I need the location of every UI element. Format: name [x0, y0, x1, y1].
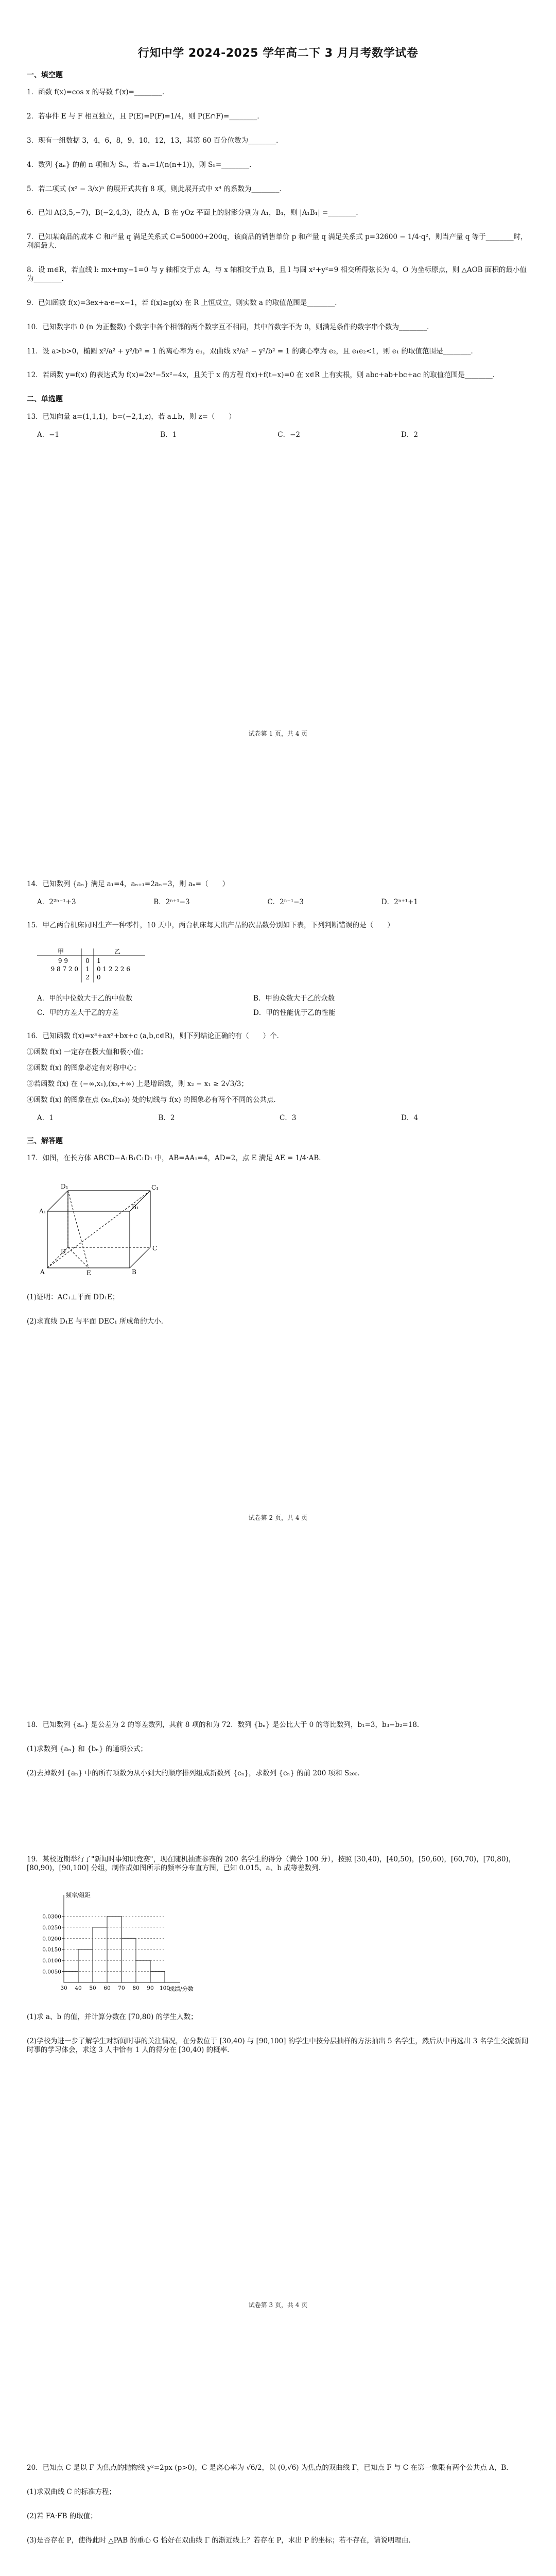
q19-sub2: (2)学校为进一步了解学生对新闻时事的关注情况，在分数位于 [30,40) 与 [90,100] 的学生中按分层抽样的方法抽出 5 名学生，然后从中再选出 3 名学生交流新闻时事的学习体会，求这 3 人中恰有 1 人的得分在 [30,40) 的概率． — [27, 2037, 529, 2054]
y-tick-label: 0.0100 — [42, 1958, 61, 1964]
stem-leaf-stem-2: 2 — [85, 973, 90, 981]
stem-leaf-right-1: 0 1 2 2 2 6 — [97, 965, 130, 973]
q16-option-b: B．2 — [158, 1113, 175, 1122]
q16-item-4: ④函数 f(x) 的图象在点 (x₀,f(x₀)) 处的切线与 f(x) 的图象必有两个不同的公共点． — [27, 1095, 281, 1104]
question-18: 18．已知数列 {aₙ} 是公差为 2 的等差数列，其前 8 项的和为 72．数列 {bₙ} 是公比大于 0 的等比数列，b₁=3，b₃−b₂=18． — [27, 1721, 424, 1729]
label-e: E — [86, 1269, 91, 1277]
page-footer-1: 试卷第 1 页，共 4 页 — [248, 730, 308, 737]
question-16: 16．已知函数 f(x)=x³+ax²+bx+c (a,b,c∈R)，则下列结论正确的有（ ）个． — [27, 1032, 284, 1041]
page-1 — [0, 0, 556, 787]
y-tick-label: 0.0250 — [42, 1925, 61, 1931]
x-tick-label: 70 — [118, 1985, 125, 1992]
label-a: A — [40, 1268, 45, 1276]
x-tick-label: 50 — [89, 1985, 96, 1992]
question-19: 19．某校近期举行了"新闻时事知识竞赛"，现在随机抽查参赛的 200 名学生的得分（满分 100 分），按照 [30,40)，[40,50)，[50,60)，[60,70)，[70,80)，[80,90)，[90,100] 分组，制作成如图所示的频率分布直方图，已知 0.015、a、b 成等差数列． — [27, 1855, 516, 1872]
q14-option-d: D．2ⁿ⁺¹+1 — [381, 897, 418, 906]
stem-leaf-header-jia: 甲 — [58, 947, 64, 955]
question-15: 15．甲乙两台机床同时生产一种零件，10 天中，两台机床每天出产品的次品数分别如下表，下列判断错误的是（ ） — [27, 921, 394, 929]
q15-option-a: A．甲的中位数大于乙的中位数 — [37, 994, 133, 1003]
label-b1: B₁ — [132, 1203, 139, 1211]
q14-options — [37, 898, 418, 907]
q17-sub2: (2)求直线 D₁E 与平面 DEC₁ 所成角的大小． — [27, 1317, 168, 1326]
q15-option-b: B．甲的众数大于乙的众数 — [253, 994, 335, 1003]
label-c1: C₁ — [151, 1183, 159, 1191]
q19-sub1: (1)求 a、b 的值，并计算分数在 [70,80) 的学生人数； — [27, 2013, 198, 2022]
histogram-bar — [78, 1950, 93, 1982]
q14-option-b: B．2ⁿ⁺¹−3 — [153, 897, 190, 906]
histogram-bar — [150, 1972, 165, 1982]
question-4: 4．数列 {aₙ} 的前 n 项和为 Sₙ，若 aₙ=1/(n(n+1))，则 S₅=________． — [27, 160, 256, 169]
x-tick-label: 60 — [103, 1985, 111, 1992]
stem-leaf-stem-0: 0 — [85, 957, 90, 964]
q16-item-1: ①函数 f(x) 一定存在极大值和极小值； — [27, 1048, 148, 1057]
question-20: 20．已知点 C 是以 F 为焦点的抛物线 y²=2px (p>0)，C 是离心率为 √6/2，以 (0,√6) 为焦点的双曲线 Γ，已知点 F 与 C 在第一象限有两个公共点 A，B． — [27, 2464, 513, 2472]
histogram-bar — [64, 1972, 78, 1982]
x-tick-label: 80 — [132, 1985, 140, 1992]
stem-leaf-right-2: 0 — [97, 973, 101, 981]
question-3: 3．现有一组数据 3，4，6，8，9，10，12，13，其第 60 百分位数为________． — [27, 136, 283, 145]
q16-option-d: D．4 — [401, 1113, 418, 1122]
q13-option-b: B．1 — [160, 430, 177, 439]
question-5: 5．若二项式 (x² − 3/x)ⁿ 的展开式共有 8 项，则此展开式中 x⁴ 的系数为________． — [27, 184, 286, 193]
question-11: 11．设 a>b>0，椭圆 x²/a² + y²/b² = 1 的离心率为 e₁，双曲线 x²/a² − y²/b² = 1 的离心率为 e₂，且 e₁e₂<1，则 e₁ 的取值范围是________． — [27, 347, 478, 355]
x-tick-label: 100 — [159, 1985, 170, 1992]
label-b: B — [132, 1268, 136, 1276]
label-c: C — [152, 1244, 158, 1252]
q20-sub2: (2)若 FA·FB 的取值； — [27, 2512, 97, 2520]
y-tick-label: 0.0200 — [42, 1936, 61, 1942]
q15-option-d: D．甲的性能优于乙的性能 — [253, 1009, 336, 1018]
q13-option-a: A．−1 — [37, 430, 60, 439]
question-10: 10．已知数字串 0 (n 为正整数) 个数字中各个相邻的两个数字互不相同，其中首数字不为 0，则满足条件的数字串个数为________． — [27, 323, 434, 331]
x-tick-label: 40 — [75, 1985, 82, 1992]
stem-leaf-stem-1: 1 — [85, 965, 90, 973]
page-2 — [0, 787, 556, 1574]
q13-option-d: D．2 — [401, 430, 418, 439]
section-fill-blank: 一、填空题 — [27, 71, 63, 79]
q14-option-a: A．2²ⁿ⁻¹+3 — [37, 897, 76, 906]
histogram-bar — [93, 1927, 107, 1982]
q18-sub1: (1)求数列 {aₙ} 和 {bₙ} 的通项公式； — [27, 1744, 148, 1753]
frequency-histogram — [37, 1890, 207, 1998]
q16-options — [37, 1114, 418, 1123]
question-2: 2．若事件 E 与 F 相互独立，且 P(E)=P(F)=1/4，则 P(E∩F)=________． — [27, 112, 264, 121]
q16-option-a: A．1 — [37, 1113, 54, 1122]
question-12: 12．若函数 y=f(x) 的表达式为 f(x)=2x³−5x²−4x，且关于 x 的方程 f(x)+f(t−x)=0 在 x∈R 上有实根，则 abc+ab+bc+ac 的取值范围是________． — [27, 371, 500, 380]
question-7: 7．已知某商品的成本 C 和产量 q 满足关系式 C=50000+200q，该商品的销售单价 p 和产量 q 满足关系式 p=32600 − 1/4·q²，则当产量 q 等于________时，利润最大． — [27, 233, 528, 250]
y-tick-label: 0.0050 — [42, 1969, 61, 1975]
y-axis-label: 频率/组距 — [66, 1892, 91, 1899]
question-14: 14．已知数列 {aₙ} 满足 a₁=4，aₙ₊₁=2aₙ−3，则 aₙ=（ ） — [27, 880, 230, 888]
stem-leaf-right-0: 1 — [97, 957, 101, 964]
q16-item-3: ③若函数 f(x) 在 (−∞,x₁),(x₂,+∞) 上是增函数，则 x₂ − x₁ ≥ 2√3/3； — [27, 1079, 248, 1088]
q15-option-c: C．甲的方差大于乙的方差 — [37, 1009, 119, 1018]
label-d1: D₁ — [61, 1182, 68, 1190]
stem-leaf-left-0: 9 9 — [58, 957, 68, 964]
q16-option-c: C．3 — [280, 1113, 297, 1122]
y-tick-label: 0.0300 — [42, 1913, 61, 1920]
q13-option-c: C．−2 — [277, 430, 300, 439]
question-17: 17．如图，在长方体 ABCD−A₁B₁C₁D₁ 中，AB=AA₁=4，AD=2，点 E 满足 AE = 1/4·AB． — [27, 1154, 326, 1162]
x-axis-label: 成绩/分数 — [169, 1986, 194, 1993]
label-a1: A₁ — [39, 1207, 46, 1215]
q15-options — [37, 994, 470, 1018]
exam-title: 行知中学 2024-2025 学年高二下 3 月月考数学试卷 — [137, 47, 419, 60]
section-solve: 三、解答题 — [27, 1137, 63, 1145]
x-tick-label: 90 — [147, 1985, 154, 1992]
page-footer-3: 试卷第 3 页，共 4 页 — [248, 2301, 308, 2309]
question-6: 6．已知 A(3,5,−7)，B(−2,4,3)，设点 A，B 在 yOz 平面上的射影分别为 A₁，B₁，则 |A₁B₁| =________． — [27, 209, 363, 217]
cuboid-figure — [37, 1180, 161, 1278]
question-13: 13．已知向量 a=(1,1,1)，b=(−2,1,z)，若 a⊥b，则 z=（ ） — [27, 412, 236, 421]
question-8: 8．设 m∈R，若直线 l: mx+my−1=0 与 y 轴相交于点 A，与 x 轴相交于点 B，且 l 与圆 x²+y²=9 相交所得弦长为 4，O 为坐标原点，则 △AOB 面积的最小值为________． — [27, 266, 527, 283]
q20-sub1: (1)求双曲线 C 的标准方程； — [27, 2487, 116, 2496]
q18-sub2: (2)去掉数列 {aₙ} 中的所有项数为从小到大的顺序排列组成新数列 {cₙ}，求数列 {cₙ} 的前 200 项和 S₂₀₀． — [27, 1769, 364, 1777]
section-single-choice: 二、单选题 — [27, 395, 63, 404]
stem-leaf-header-yi: 乙 — [114, 947, 121, 955]
x-tick-label: 30 — [60, 1985, 67, 1992]
page-footer-2: 试卷第 2 页，共 4 页 — [248, 1514, 308, 1521]
question-9: 9．已知函数 f(x)=3ex+a·e−x−1，若 f(x)≥g(x) 在 R 上恒成立，则实数 a 的取值范围是________． — [27, 298, 342, 307]
question-1: 1．函数 f(x)=cos x 的导数 f′(x)=________． — [27, 88, 169, 96]
page-3 — [0, 1574, 556, 2361]
q14-option-c: C．2ⁿ⁻¹−3 — [267, 897, 304, 906]
q20-sub3: (3)是否存在 P，使得此时 △PAB 的重心 G 恰好在双曲线 Γ 的渐近线上？若存在 P，求出 P 的坐标；若不存在，请说明理由． — [27, 2536, 415, 2545]
label-d: D — [61, 1247, 66, 1255]
q17-sub1: (1)证明：AC₁⊥平面 DD₁E； — [27, 1293, 119, 1301]
stem-leaf-plot — [37, 947, 150, 984]
y-tick-label: 0.0150 — [42, 1947, 61, 1954]
stem-leaf-left-1: 9 8 7 2 0 — [50, 965, 78, 973]
q13-options — [37, 431, 418, 439]
page-4 — [0, 2361, 556, 2576]
q16-item-2: ②函数 f(x) 的图象必定有对称中心； — [27, 1064, 141, 1072]
